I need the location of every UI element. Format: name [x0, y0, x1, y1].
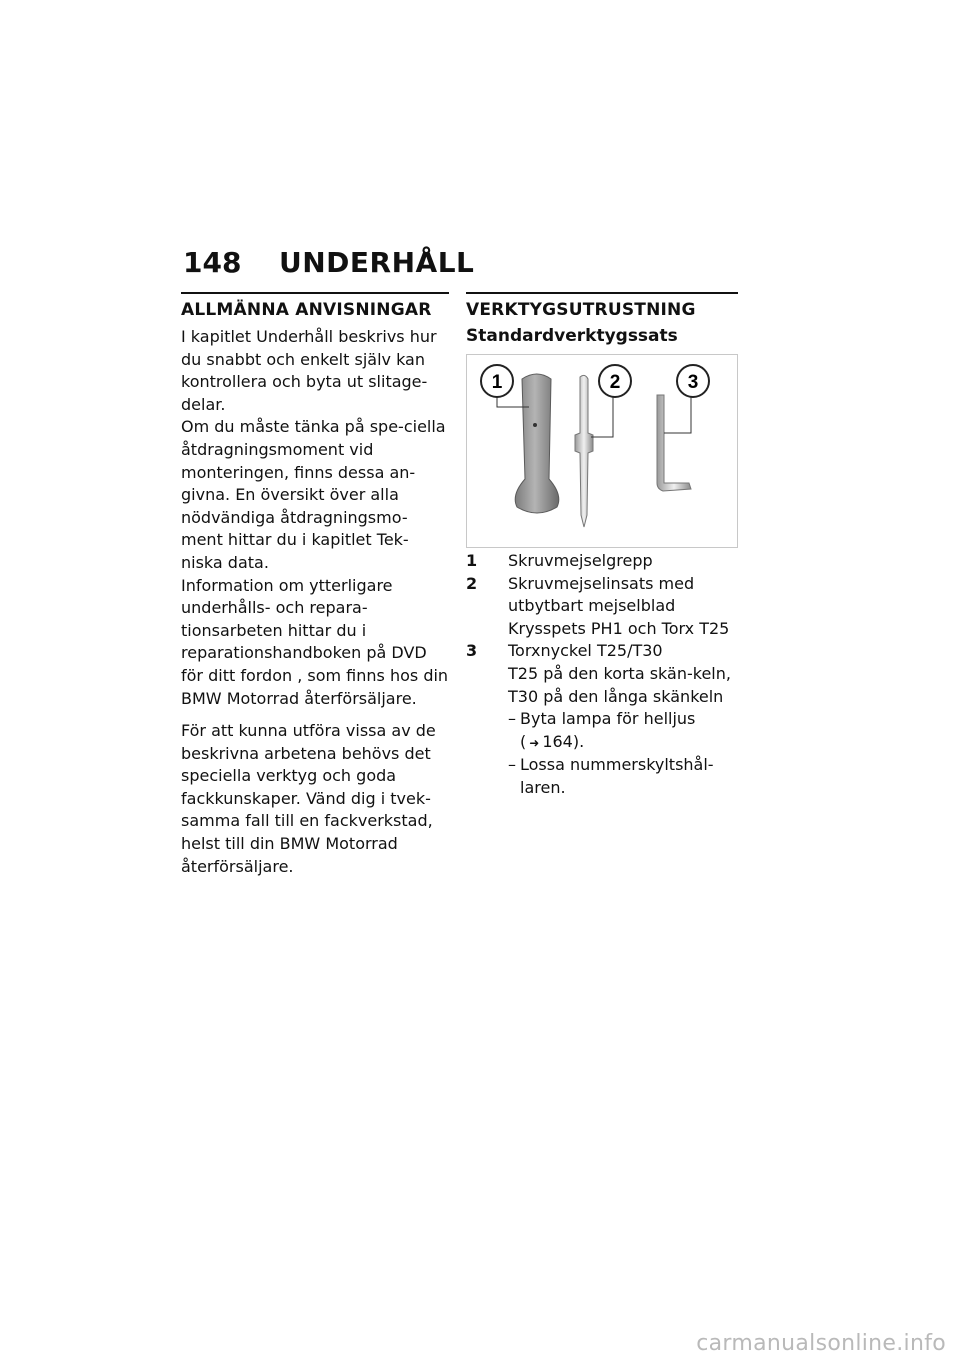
callout-2: [599, 365, 631, 397]
right-column: [466, 292, 738, 800]
callout-label-3: 3: [687, 372, 699, 393]
bullet-text: Lossa nummerskyltshål-laren.: [520, 755, 714, 797]
legend-note: Krysspets PH1 och Torx T25: [508, 618, 730, 638]
section-rule: [466, 292, 738, 294]
toolkit-illustration: [467, 355, 737, 547]
intro-paragraph: I kapitlet Underhåll beskrivs hur du snabbt och enkelt själv kan kontrollera och byta ut slitage-delar.: [181, 327, 437, 414]
repair-info-paragraph: Information om ytterligare underhålls- och repara-tionsarbeten hittar du i reparationshandboken på DVD för ditt fordon , som finns hos din BMW Motorrad återförsäljare.: [181, 575, 449, 708]
toolkit-figure: [466, 354, 738, 548]
legend-note: T25 på den korta skän-keln, T30 på den långa skänkeln: [508, 663, 731, 706]
torx-key-shape: [657, 395, 691, 491]
legend-text: Skruvmejselgrepp: [508, 551, 653, 570]
callout-1: [481, 365, 513, 397]
page-ref-open: (: [520, 731, 527, 751]
bullet-list: [508, 708, 738, 799]
legend-text: Skruvmejselinsats med utbytbart mejselblad: [508, 573, 695, 616]
subsection-title-toolkit: Standardverktygssats: [466, 326, 678, 346]
screwdriver-handle-shape: [515, 374, 559, 513]
torque-paragraph: Om du måste tänka på spe-ciella åtdragningsmoment vid monteringen, finns dessa an-givna. En översikt över alla nödvändiga åtdragningsmo-ment hittar du i kapitlet Tek-niska data.: [181, 417, 446, 572]
special-tools-paragraph: För att kunna utföra vissa av de beskrivna arbetena behövs det speciella verktyg och goda fackkunskaper. Vänd dig i tvek-samma fall till en fackverkstad, helst till din BMW Motorrad återförsäljare.: [181, 721, 436, 876]
callout-3: [677, 365, 709, 397]
legend-item: [466, 573, 738, 641]
arrow-right-icon: ➜: [529, 735, 540, 750]
callout-label-1: 1: [491, 372, 503, 393]
chapter-title: UNDERHÅLL: [279, 246, 475, 279]
callout-label-2: 2: [609, 372, 621, 393]
bullet-item: [508, 754, 738, 799]
bullet-text: Byta lampa för helljus: [520, 709, 696, 729]
legend-item: [466, 550, 738, 573]
legend-number: 2: [466, 573, 478, 593]
section-rule: [181, 292, 449, 294]
legend-number: 3: [466, 641, 478, 661]
dash-icon: –: [508, 709, 516, 729]
bullet-item: [508, 708, 738, 754]
legend-number: 1: [466, 551, 478, 570]
page-number: 148: [183, 246, 242, 279]
section-title-general: ALLMÄNNA ANVISNINGAR: [181, 300, 432, 320]
section-title-tools: VERKTYGSUTRUSTNING: [466, 300, 696, 320]
footer-watermark: carmanualsonline.info: [696, 1331, 946, 1356]
page-header: [183, 246, 474, 279]
legend-item: [466, 640, 738, 799]
dash-icon: –: [508, 755, 516, 775]
legend-text: Torxnyckel T25/T30: [508, 641, 663, 661]
screwdriver-bit-shape: [575, 375, 593, 527]
page-reference-link[interactable]: 164).: [542, 731, 585, 751]
toolkit-legend: [466, 550, 738, 800]
left-column: [181, 292, 449, 878]
